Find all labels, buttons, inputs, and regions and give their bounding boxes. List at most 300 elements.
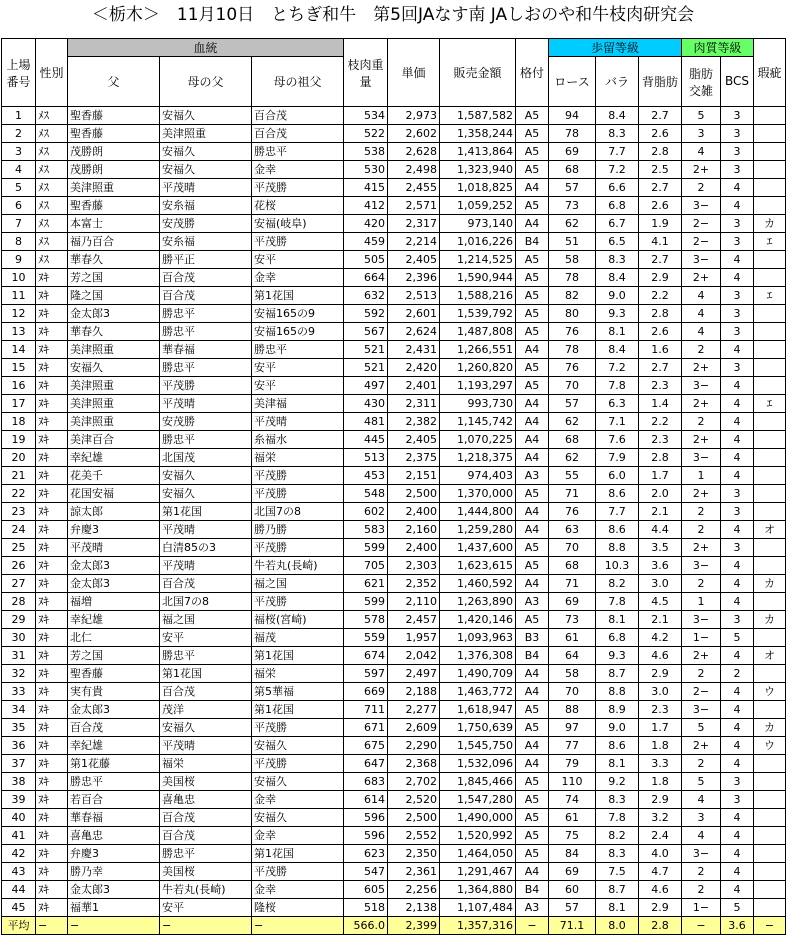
cell-rib: 8.6 bbox=[596, 521, 639, 539]
cell-sex: ﾒｽ bbox=[36, 107, 68, 125]
cell-unit-price: 2,290 bbox=[388, 737, 440, 755]
table-row bbox=[2, 845, 786, 863]
cell-loin: 71 bbox=[549, 575, 596, 593]
cell-marbling: 4 bbox=[682, 791, 721, 809]
cell-back-fat: 4.7 bbox=[639, 863, 682, 881]
cell-sex: ﾇｷ bbox=[36, 845, 68, 863]
cell-back-fat: 2.7 bbox=[639, 251, 682, 269]
cell-weight: 415 bbox=[344, 179, 388, 197]
average-row bbox=[2, 917, 786, 935]
cell-weight: 705 bbox=[344, 557, 388, 575]
cell-defect bbox=[754, 449, 786, 467]
cell-sex: ﾒｽ bbox=[36, 251, 68, 269]
cell-unit-price: 2,375 bbox=[388, 449, 440, 467]
cell-sex: ﾇｷ bbox=[36, 881, 68, 899]
table-row bbox=[2, 359, 786, 377]
cell-rib: 8.4 bbox=[596, 269, 639, 287]
cell-mothers-father: 勝忠平 bbox=[160, 431, 252, 449]
cell-weight: 592 bbox=[344, 305, 388, 323]
cell-sex: ﾇｷ bbox=[36, 719, 68, 737]
cell-rib: 7.7 bbox=[596, 143, 639, 161]
cell-sales: 1,266,551 bbox=[440, 341, 516, 359]
cell-mothers-grandfather: 安平 bbox=[252, 251, 344, 269]
cell-unit-price: 2,628 bbox=[388, 143, 440, 161]
cell-weight: 621 bbox=[344, 575, 388, 593]
table-row bbox=[2, 521, 786, 539]
cell-unit-price: 2,602 bbox=[388, 125, 440, 143]
cell-mothers-grandfather: 百合茂 bbox=[252, 107, 344, 125]
cell-back-fat: 2.1 bbox=[639, 611, 682, 629]
cell-sales: 1,413,864 bbox=[440, 143, 516, 161]
cell-bcs: 3 bbox=[721, 791, 754, 809]
cell-defect bbox=[754, 791, 786, 809]
cell-sales: 974,403 bbox=[440, 467, 516, 485]
cell-father: 芳之国 bbox=[68, 647, 160, 665]
cell-sex: ﾇｷ bbox=[36, 431, 68, 449]
cell-marbling: 2 bbox=[682, 413, 721, 431]
cell-rib: 9.3 bbox=[596, 647, 639, 665]
cell-mothers-grandfather: 平茂勝 bbox=[252, 593, 344, 611]
cell-back-fat: 2.7 bbox=[639, 359, 682, 377]
cell-bcs: 3 bbox=[721, 215, 754, 233]
cell-no: 42 bbox=[2, 845, 36, 863]
cell-sales: 1,070,225 bbox=[440, 431, 516, 449]
table-row bbox=[2, 143, 786, 161]
cell-mothers-father: 牛若丸(長崎) bbox=[160, 881, 252, 899]
cell-weight: 412 bbox=[344, 197, 388, 215]
table-row bbox=[2, 629, 786, 647]
cell-mothers-father: 安福久 bbox=[160, 467, 252, 485]
cell-rib: 6.5 bbox=[596, 233, 639, 251]
cell-marbling: 2 bbox=[682, 179, 721, 197]
cell-mothers-grandfather: 平茂勝 bbox=[252, 233, 344, 251]
cell-mothers-father: 勝忠平 bbox=[160, 359, 252, 377]
cell-mothers-father: 安福久 bbox=[160, 719, 252, 737]
cell-no: 12 bbox=[2, 305, 36, 323]
average-cell-loin: 71.1 bbox=[549, 917, 596, 935]
cell-mothers-grandfather: 安福(岐阜) bbox=[252, 215, 344, 233]
cell-rib: 8.6 bbox=[596, 485, 639, 503]
cell-back-fat: 2.6 bbox=[639, 197, 682, 215]
cell-bcs: 4 bbox=[721, 521, 754, 539]
cell-grade: A4 bbox=[516, 755, 549, 773]
cell-sales: 1,370,000 bbox=[440, 485, 516, 503]
cell-marbling: 2− bbox=[682, 233, 721, 251]
cell-bcs: 2 bbox=[721, 665, 754, 683]
cell-grade: A5 bbox=[516, 539, 549, 557]
cell-sex: ﾇｷ bbox=[36, 269, 68, 287]
cell-rib: 6.0 bbox=[596, 467, 639, 485]
cell-father: 幸紀雄 bbox=[68, 449, 160, 467]
average-cell-bcs: 3.6 bbox=[721, 917, 754, 935]
cell-loin: 64 bbox=[549, 647, 596, 665]
cell-grade: A5 bbox=[516, 125, 549, 143]
cell-unit-price: 2,361 bbox=[388, 863, 440, 881]
col-header-grade: 格付 bbox=[516, 39, 549, 107]
cell-defect: カ bbox=[754, 215, 786, 233]
cell-father: 金太郎3 bbox=[68, 305, 160, 323]
cell-back-fat: 4.4 bbox=[639, 521, 682, 539]
col-header-no: 上場番号 bbox=[2, 39, 36, 107]
table-row bbox=[2, 683, 786, 701]
cell-marbling: 2+ bbox=[682, 539, 721, 557]
cell-unit-price: 2,457 bbox=[388, 611, 440, 629]
cell-mothers-father: 安福久 bbox=[160, 107, 252, 125]
cell-defect bbox=[754, 161, 786, 179]
cell-no: 14 bbox=[2, 341, 36, 359]
table-row bbox=[2, 485, 786, 503]
cell-defect bbox=[754, 539, 786, 557]
cell-mothers-father: 百合茂 bbox=[160, 827, 252, 845]
cell-defect bbox=[754, 125, 786, 143]
cell-sex: ﾇｷ bbox=[36, 629, 68, 647]
cell-unit-price: 2,498 bbox=[388, 161, 440, 179]
cell-defect bbox=[754, 305, 786, 323]
cell-loin: 70 bbox=[549, 683, 596, 701]
cell-weight: 567 bbox=[344, 323, 388, 341]
cell-grade: A5 bbox=[516, 107, 549, 125]
average-cell-grade: − bbox=[516, 917, 549, 935]
cell-loin: 78 bbox=[549, 125, 596, 143]
cell-father: 若百合 bbox=[68, 791, 160, 809]
cell-rib: 8.8 bbox=[596, 683, 639, 701]
cell-no: 18 bbox=[2, 413, 36, 431]
cell-marbling: 2+ bbox=[682, 161, 721, 179]
cell-mothers-grandfather: 安平 bbox=[252, 377, 344, 395]
table-row bbox=[2, 809, 786, 827]
cell-unit-price: 2,431 bbox=[388, 341, 440, 359]
cell-defect: ウ bbox=[754, 737, 786, 755]
cell-grade: A4 bbox=[516, 737, 549, 755]
table-row bbox=[2, 161, 786, 179]
cell-bcs: 4 bbox=[721, 845, 754, 863]
cell-defect bbox=[754, 107, 786, 125]
table-row bbox=[2, 449, 786, 467]
cell-sales: 1,845,466 bbox=[440, 773, 516, 791]
cell-grade: A5 bbox=[516, 269, 549, 287]
cell-defect bbox=[754, 341, 786, 359]
table-row bbox=[2, 251, 786, 269]
cell-mothers-father: 勝忠平 bbox=[160, 305, 252, 323]
cell-grade: A4 bbox=[516, 665, 549, 683]
average-cell-back-fat: 2.8 bbox=[639, 917, 682, 935]
cell-sex: ﾒｽ bbox=[36, 197, 68, 215]
cell-mothers-father: 勝忠平 bbox=[160, 647, 252, 665]
cell-unit-price: 2,405 bbox=[388, 431, 440, 449]
table-row bbox=[2, 233, 786, 251]
cell-weight: 453 bbox=[344, 467, 388, 485]
cell-mothers-grandfather: 安福久 bbox=[252, 809, 344, 827]
table-row bbox=[2, 719, 786, 737]
cell-no: 15 bbox=[2, 359, 36, 377]
cell-mothers-father: 北国茂 bbox=[160, 449, 252, 467]
cell-bcs: 4 bbox=[721, 863, 754, 881]
cell-no: 37 bbox=[2, 755, 36, 773]
cell-mothers-grandfather: 金幸 bbox=[252, 827, 344, 845]
cell-father: 茂勝朗 bbox=[68, 161, 160, 179]
cell-loin: 62 bbox=[549, 215, 596, 233]
cell-mothers-grandfather: 美津福 bbox=[252, 395, 344, 413]
cell-mothers-grandfather: 百合茂 bbox=[252, 125, 344, 143]
table-row bbox=[2, 179, 786, 197]
cell-sales: 1,145,742 bbox=[440, 413, 516, 431]
cell-father: 聖香藤 bbox=[68, 125, 160, 143]
cell-sex: ﾇｷ bbox=[36, 737, 68, 755]
cell-marbling: 3− bbox=[682, 701, 721, 719]
cell-sales: 1,059,252 bbox=[440, 197, 516, 215]
cell-unit-price: 2,500 bbox=[388, 809, 440, 827]
cell-grade: A5 bbox=[516, 161, 549, 179]
cell-no: 16 bbox=[2, 377, 36, 395]
cell-grade: A5 bbox=[516, 827, 549, 845]
average-cell-unit-price: 2,399 bbox=[388, 917, 440, 935]
cell-bcs: 4 bbox=[721, 377, 754, 395]
cell-unit-price: 2,350 bbox=[388, 845, 440, 863]
cell-bcs: 3 bbox=[721, 107, 754, 125]
cell-mothers-father: 百合茂 bbox=[160, 575, 252, 593]
cell-unit-price: 2,455 bbox=[388, 179, 440, 197]
cell-back-fat: 2.6 bbox=[639, 125, 682, 143]
cell-defect bbox=[754, 251, 786, 269]
col-header-sex: 性別 bbox=[36, 39, 68, 107]
cell-loin: 55 bbox=[549, 467, 596, 485]
cell-rib: 9.0 bbox=[596, 719, 639, 737]
col-header-rib: バラ bbox=[596, 57, 639, 107]
cell-defect: カ bbox=[754, 719, 786, 737]
cell-marbling: 3− bbox=[682, 611, 721, 629]
table-row bbox=[2, 899, 786, 917]
cell-back-fat: 2.7 bbox=[639, 107, 682, 125]
cell-loin: 79 bbox=[549, 755, 596, 773]
cell-no: 33 bbox=[2, 683, 36, 701]
cell-defect: カ bbox=[754, 611, 786, 629]
cell-bcs: 3 bbox=[721, 125, 754, 143]
cell-father: 本富士 bbox=[68, 215, 160, 233]
cell-rib: 7.1 bbox=[596, 413, 639, 431]
cell-father: 勝忠平 bbox=[68, 773, 160, 791]
cell-marbling: 1 bbox=[682, 593, 721, 611]
cell-father: 聖香藤 bbox=[68, 107, 160, 125]
cell-back-fat: 3.5 bbox=[639, 539, 682, 557]
cell-mothers-father: 平茂晴 bbox=[160, 521, 252, 539]
cell-no: 2 bbox=[2, 125, 36, 143]
cell-rib: 8.8 bbox=[596, 539, 639, 557]
cell-rib: 8.3 bbox=[596, 791, 639, 809]
cell-mothers-grandfather: 勝忠平 bbox=[252, 341, 344, 359]
cell-father: 芳之国 bbox=[68, 269, 160, 287]
cell-weight: 647 bbox=[344, 755, 388, 773]
cell-back-fat: 3.6 bbox=[639, 557, 682, 575]
cell-bcs: 4 bbox=[721, 809, 754, 827]
cell-back-fat: 2.9 bbox=[639, 269, 682, 287]
cell-grade: A5 bbox=[516, 791, 549, 809]
cell-bcs: 3 bbox=[721, 773, 754, 791]
cell-sales: 1,490,000 bbox=[440, 809, 516, 827]
table-row bbox=[2, 647, 786, 665]
cell-marbling: 5 bbox=[682, 719, 721, 737]
cell-rib: 6.8 bbox=[596, 629, 639, 647]
table-row bbox=[2, 197, 786, 215]
cell-marbling: 3 bbox=[682, 125, 721, 143]
cell-grade: A5 bbox=[516, 701, 549, 719]
table-row bbox=[2, 827, 786, 845]
cell-grade: A5 bbox=[516, 143, 549, 161]
cell-marbling: 2+ bbox=[682, 431, 721, 449]
cell-mothers-father: 百合茂 bbox=[160, 683, 252, 701]
cell-no: 35 bbox=[2, 719, 36, 737]
cell-back-fat: 2.6 bbox=[639, 323, 682, 341]
cell-sales: 1,437,600 bbox=[440, 539, 516, 557]
cell-sex: ﾇｷ bbox=[36, 323, 68, 341]
table-row bbox=[2, 305, 786, 323]
cell-loin: 58 bbox=[549, 665, 596, 683]
table-row bbox=[2, 863, 786, 881]
cell-bcs: 4 bbox=[721, 881, 754, 899]
cell-weight: 481 bbox=[344, 413, 388, 431]
cell-loin: 68 bbox=[549, 161, 596, 179]
cell-loin: 70 bbox=[549, 377, 596, 395]
cell-father: 美津照重 bbox=[68, 413, 160, 431]
table-row bbox=[2, 557, 786, 575]
cell-unit-price: 2,401 bbox=[388, 377, 440, 395]
cell-rib: 8.6 bbox=[596, 737, 639, 755]
cell-sex: ﾇｷ bbox=[36, 791, 68, 809]
cell-mothers-father: 茂洋 bbox=[160, 701, 252, 719]
cell-bcs: 4 bbox=[721, 197, 754, 215]
cell-no: 8 bbox=[2, 233, 36, 251]
cell-weight: 513 bbox=[344, 449, 388, 467]
cell-grade: A5 bbox=[516, 485, 549, 503]
cell-no: 32 bbox=[2, 665, 36, 683]
cell-loin: 68 bbox=[549, 431, 596, 449]
cell-bcs: 4 bbox=[721, 557, 754, 575]
cell-loin: 62 bbox=[549, 449, 596, 467]
cell-grade: A5 bbox=[516, 773, 549, 791]
table-row bbox=[2, 215, 786, 233]
cell-unit-price: 2,624 bbox=[388, 323, 440, 341]
cell-rib: 8.3 bbox=[596, 251, 639, 269]
cell-defect bbox=[754, 323, 786, 341]
cell-grade: B4 bbox=[516, 647, 549, 665]
cell-father: 美津百合 bbox=[68, 431, 160, 449]
col-header-defect: 瑕疵 bbox=[754, 39, 786, 107]
average-label: 平均 bbox=[2, 917, 36, 935]
cell-rib: 7.5 bbox=[596, 863, 639, 881]
cell-sales: 1,587,582 bbox=[440, 107, 516, 125]
cell-mothers-grandfather: 第1花国 bbox=[252, 287, 344, 305]
cell-rib: 7.2 bbox=[596, 359, 639, 377]
cell-defect bbox=[754, 593, 786, 611]
table-row bbox=[2, 107, 786, 125]
cell-weight: 614 bbox=[344, 791, 388, 809]
cell-no: 43 bbox=[2, 863, 36, 881]
col-header-sales: 販売金額 bbox=[440, 39, 516, 107]
cell-loin: 76 bbox=[549, 503, 596, 521]
cell-mothers-grandfather: 金幸 bbox=[252, 161, 344, 179]
cell-rib: 9.3 bbox=[596, 305, 639, 323]
cell-unit-price: 2,497 bbox=[388, 665, 440, 683]
cell-bcs: 4 bbox=[721, 719, 754, 737]
cell-unit-price: 2,352 bbox=[388, 575, 440, 593]
cell-marbling: 2 bbox=[682, 755, 721, 773]
cell-bcs: 4 bbox=[721, 179, 754, 197]
cell-father: 福増 bbox=[68, 593, 160, 611]
cell-loin: 71 bbox=[549, 485, 596, 503]
cell-grade: A5 bbox=[516, 809, 549, 827]
average-cell-marbling: − bbox=[682, 917, 721, 935]
cell-weight: 683 bbox=[344, 773, 388, 791]
cell-unit-price: 2,303 bbox=[388, 557, 440, 575]
cell-bcs: 4 bbox=[721, 251, 754, 269]
cell-defect bbox=[754, 269, 786, 287]
cell-weight: 599 bbox=[344, 593, 388, 611]
cell-grade: B4 bbox=[516, 881, 549, 899]
cell-sales: 1,420,146 bbox=[440, 611, 516, 629]
cell-father: 北仁 bbox=[68, 629, 160, 647]
cell-defect: ｴ bbox=[754, 395, 786, 413]
cell-no: 4 bbox=[2, 161, 36, 179]
cell-defect: ｴ bbox=[754, 233, 786, 251]
cell-loin: 61 bbox=[549, 629, 596, 647]
cell-marbling: 2 bbox=[682, 341, 721, 359]
cell-loin: 57 bbox=[549, 179, 596, 197]
table-row bbox=[2, 413, 786, 431]
cell-mothers-grandfather: 安福久 bbox=[252, 737, 344, 755]
cell-no: 23 bbox=[2, 503, 36, 521]
cell-mothers-grandfather: 金幸 bbox=[252, 791, 344, 809]
cell-sex: ﾒｽ bbox=[36, 233, 68, 251]
cell-mothers-father: 華春福 bbox=[160, 341, 252, 359]
cell-defect bbox=[754, 377, 786, 395]
cell-sex: ﾇｷ bbox=[36, 755, 68, 773]
cell-mothers-father: 百合茂 bbox=[160, 287, 252, 305]
cell-loin: 97 bbox=[549, 719, 596, 737]
cell-unit-price: 2,500 bbox=[388, 485, 440, 503]
cell-back-fat: 4.6 bbox=[639, 881, 682, 899]
cell-weight: 530 bbox=[344, 161, 388, 179]
cell-unit-price: 2,188 bbox=[388, 683, 440, 701]
cell-mothers-father: 安茂勝 bbox=[160, 413, 252, 431]
cell-sales: 1,532,096 bbox=[440, 755, 516, 773]
cell-unit-price: 2,110 bbox=[388, 593, 440, 611]
cell-father: 金太郎3 bbox=[68, 575, 160, 593]
cell-bcs: 4 bbox=[721, 575, 754, 593]
col-header-bcs: BCS bbox=[721, 57, 754, 107]
cell-marbling: 2+ bbox=[682, 395, 721, 413]
cell-back-fat: 4.5 bbox=[639, 593, 682, 611]
cell-unit-price: 2,042 bbox=[388, 647, 440, 665]
cell-back-fat: 2.9 bbox=[639, 791, 682, 809]
cell-back-fat: 1.9 bbox=[639, 215, 682, 233]
cell-defect bbox=[754, 467, 786, 485]
cell-unit-price: 2,214 bbox=[388, 233, 440, 251]
cell-sex: ﾇｷ bbox=[36, 467, 68, 485]
cell-father: 美津照重 bbox=[68, 377, 160, 395]
cell-marbling: 2− bbox=[682, 683, 721, 701]
table-row bbox=[2, 665, 786, 683]
cell-grade: B3 bbox=[516, 629, 549, 647]
cell-back-fat: 4.0 bbox=[639, 845, 682, 863]
cell-bcs: 4 bbox=[721, 395, 754, 413]
cell-bcs: 3 bbox=[721, 305, 754, 323]
cell-unit-price: 2,702 bbox=[388, 773, 440, 791]
cell-back-fat: 4.2 bbox=[639, 629, 682, 647]
cell-mothers-father: 平茂晴 bbox=[160, 395, 252, 413]
cell-defect bbox=[754, 755, 786, 773]
cell-marbling: 3− bbox=[682, 449, 721, 467]
cell-weight: 497 bbox=[344, 377, 388, 395]
cell-defect bbox=[754, 557, 786, 575]
